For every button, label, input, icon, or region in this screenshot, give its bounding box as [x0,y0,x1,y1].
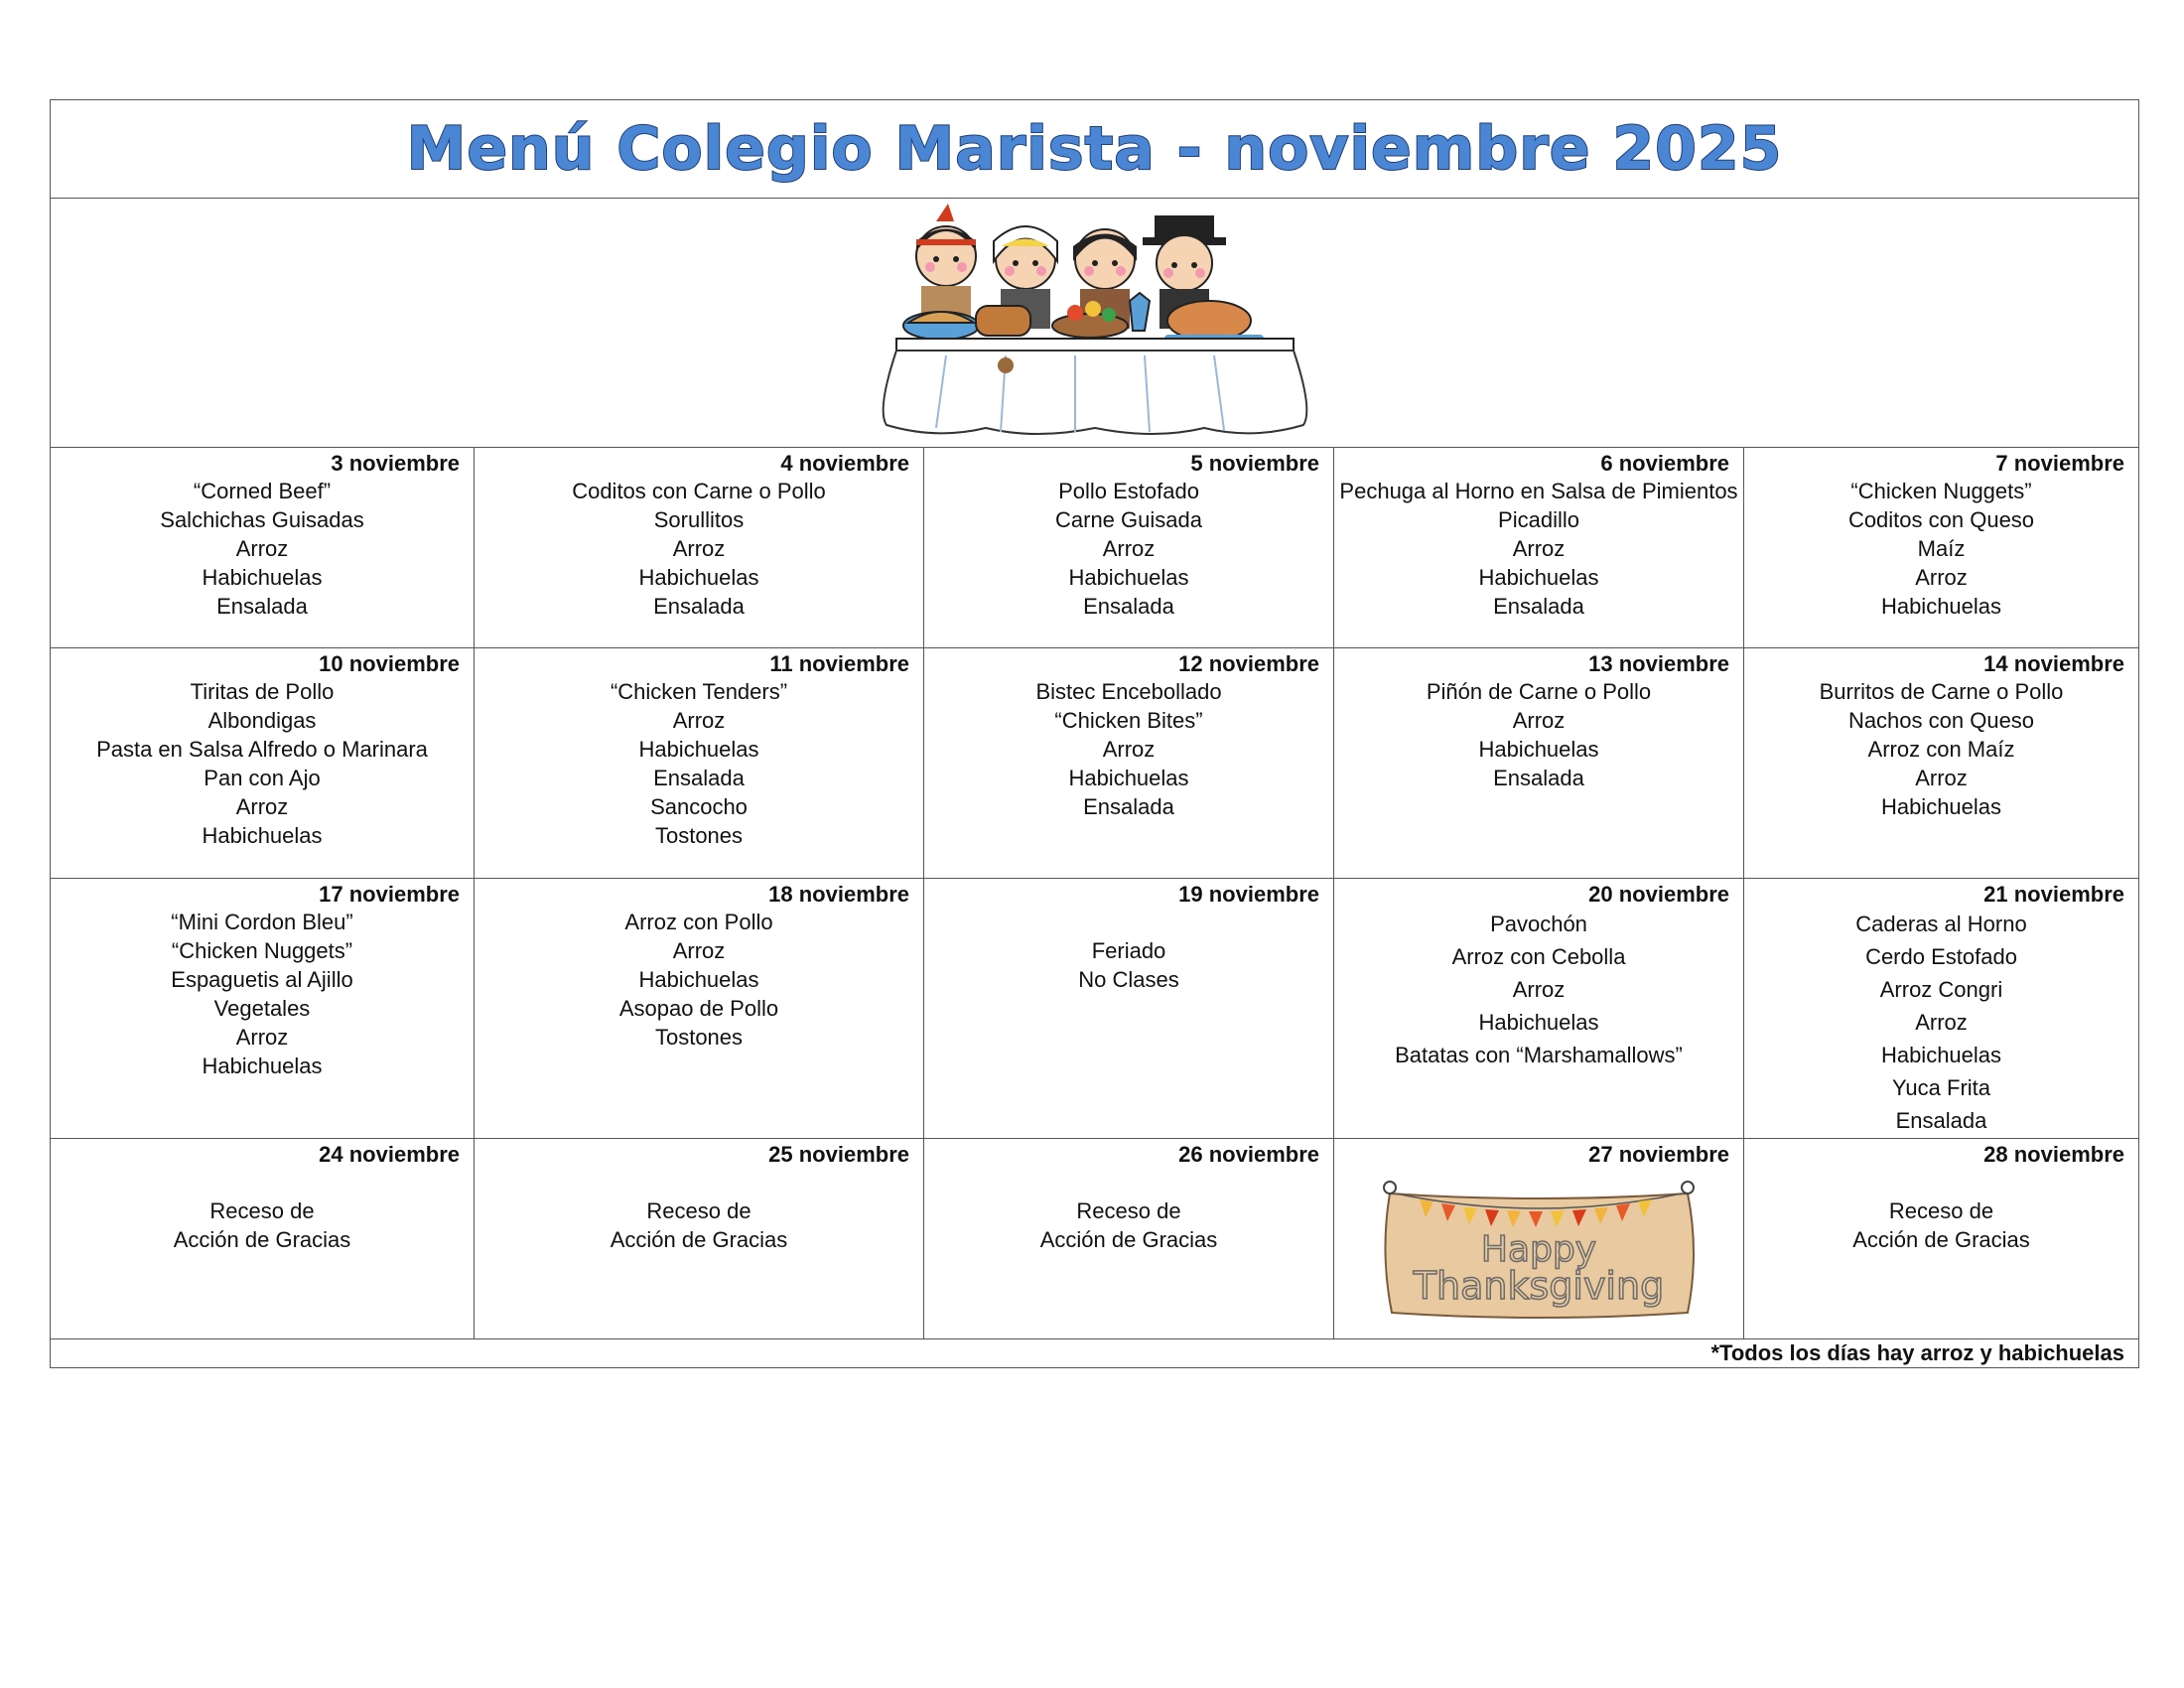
menu-item: Piñón de Carne o Pollo [1426,679,1652,704]
day-cell [1334,879,1744,1139]
menu-item: Habichuelas [638,737,759,762]
menu-item: Arroz [672,536,726,561]
day-date: 6 noviembre [1600,451,1729,476]
menu-item: No Clases [1078,967,1179,992]
footnote: *Todos los días hay arroz y habichuelas [1710,1340,2124,1365]
menu-item: Habichuelas [1068,766,1189,790]
menu-item: “Chicken Nuggets” [1850,479,2032,503]
menu-item: “Chicken Bites” [1054,708,1203,733]
day-cell [51,879,475,1139]
menu-item: Arroz [1512,536,1566,561]
menu-item: Pavochón [1490,912,1587,936]
day-date: 26 noviembre [1178,1142,1319,1167]
menu-item: Carne Guisada [1055,507,1202,532]
menu-item: Receso de [646,1198,751,1223]
menu-item: “Chicken Tenders” [610,679,788,704]
day-cell [475,879,924,1139]
menu-item: Ensalada [1083,594,1174,619]
day-date: 3 noviembre [331,451,460,476]
week-row-1 [51,448,2139,648]
menu-item: “Corned Beef” [193,479,332,503]
menu-item: Arroz [235,536,289,561]
week-row-2 [51,648,2139,879]
menu-item: Arroz [1512,977,1566,1002]
menu-item: Acción de Gracias [610,1227,788,1252]
menu-item: Arroz con Cebolla [1451,944,1626,969]
menu-item: Habichuelas [1880,594,2002,619]
day-cell [924,1139,1334,1339]
day-date: 24 noviembre [319,1142,460,1167]
menu-item: Tostones [654,823,744,848]
day-cell [51,448,475,648]
day-date: 13 noviembre [1588,651,1729,676]
day-menu-items [924,1168,1333,1254]
menu-item: Pollo Estofado [1058,479,1199,503]
day-date: 10 noviembre [319,651,460,676]
day-date: 12 noviembre [1178,651,1319,676]
day-cell [1334,1139,1744,1339]
day-menu-items [1744,908,2138,1137]
day-menu-items [475,1168,923,1254]
menu-item: Habichuelas [638,565,759,590]
day-menu-items [51,1168,474,1254]
day-date: 20 noviembre [1588,882,1729,907]
menu-item: Arroz [1915,565,1968,590]
menu-item: Sancocho [650,794,748,819]
menu-item: Habichuelas [1478,737,1599,762]
day-menu-items [51,908,474,1080]
menu-item: Arroz [672,938,726,963]
menu-item: Pasta en Salsa Alfredo o Marinara [96,737,428,762]
day-menu-items [924,908,1333,994]
menu-item: Acción de Gracias [1039,1227,1218,1252]
day-menu-items [1334,677,1743,792]
menu-item: Pan con Ajo [204,766,321,790]
day-date: 17 noviembre [319,882,460,907]
menu-item: Ensalada [216,594,308,619]
menu-item: Receso de [1888,1198,1994,1223]
menu-item: Ensalada [1493,766,1584,790]
menu-item: Ensalada [653,594,745,619]
menu-item: Acción de Gracias [173,1227,351,1252]
menu-item: Receso de [1076,1198,1181,1223]
menu-calendar [50,99,2139,1368]
menu-item: Habichuelas [202,1054,323,1078]
day-cell [1334,448,1744,648]
menu-item: Habichuelas [202,565,323,590]
menu-item: Yuca Frita [1891,1075,1991,1100]
day-cell [475,448,924,648]
menu-item: Cerdo Estofado [1865,944,2017,969]
day-date: 21 noviembre [1983,882,2124,907]
menu-item: Batatas con “Marshamallows” [1395,1043,1683,1067]
menu-item: Ensalada [653,766,745,790]
day-date: 28 noviembre [1983,1142,2124,1167]
menu-item: Habichuelas [638,967,759,992]
happy-thanksgiving-banner [1334,1168,1743,1328]
day-menu-items [1334,477,1743,621]
menu-item: Arroz [1915,766,1968,790]
menu-item: Arroz [235,794,289,819]
day-menu-items [1744,477,2138,621]
menu-item: Asopao de Pollo [618,996,779,1021]
day-date: 7 noviembre [1995,451,2124,476]
menu-item: Ensalada [1083,794,1174,819]
day-menu-items [924,477,1333,621]
title-cell [51,100,2139,199]
day-cell [1744,448,2139,648]
menu-item: Salchichas Guisadas [160,507,364,532]
menu-item: Acción de Gracias [1852,1227,2030,1252]
day-menu-items [1334,908,1743,1071]
menu-item: Nachos con Queso [1847,708,2035,733]
menu-item: Arroz [1102,737,1156,762]
day-date: 18 noviembre [768,882,909,907]
menu-item: Tiritas de Pollo [190,679,335,704]
day-menu-items [475,677,923,850]
menu-item: Picadillo [1498,507,1579,532]
menu-page [50,99,2138,1368]
menu-item: Arroz Congri [1879,977,2003,1002]
menu-item: Ensalada [1493,594,1584,619]
day-cell [475,648,924,879]
day-cell [924,879,1334,1139]
menu-item: Arroz [672,708,726,733]
day-cell [51,1139,475,1339]
menu-item: Habichuelas [1478,1010,1599,1035]
menu-item: Bistec Encebollado [1035,679,1222,704]
day-menu-items [924,677,1333,821]
menu-item: Arroz [1102,536,1156,561]
day-date: 14 noviembre [1983,651,2124,676]
menu-item: Habichuelas [1880,794,2002,819]
menu-item: Arroz [1512,708,1566,733]
thanksgiving-illustration-cell [51,199,2139,448]
day-cell [1334,648,1744,879]
day-cell [924,648,1334,879]
menu-item: Habichuelas [1068,565,1189,590]
day-date: 19 noviembre [1178,882,1319,907]
day-menu-items [475,477,923,621]
menu-item: Receso de [209,1198,315,1223]
page-title: Menú Colegio Marista - noviembre 2025 [406,114,1783,184]
day-cell [1744,648,2139,879]
day-cell [924,448,1334,648]
day-date: 11 noviembre [769,651,909,676]
menu-item: Habichuelas [202,823,323,848]
menu-item: Arroz con Pollo [624,910,773,934]
day-cell [475,1139,924,1339]
menu-item: Vegetales [213,996,311,1021]
banner-text-happy: Happy [1480,1229,1597,1270]
day-date: 25 noviembre [768,1142,909,1167]
menu-item: Arroz con Maíz [1867,737,2015,762]
week-row-4 [51,1139,2139,1339]
menu-item: Sorullitos [653,507,745,532]
table-with-cloth [883,339,1306,434]
menu-item: Coditos con Queso [1847,507,2035,532]
menu-item: “Mini Cordon Bleu” [171,910,353,934]
banner-illustration [1370,1174,1707,1323]
menu-item: Arroz [1915,1010,1968,1035]
menu-item: Espaguetis al Ajillo [171,967,353,992]
menu-item: Ensalada [1895,1108,1987,1133]
menu-item: Maíz [1917,536,1966,561]
day-date: 4 noviembre [780,451,909,476]
day-cell [51,648,475,879]
day-menu-items [475,908,923,1052]
day-menu-items [51,677,474,850]
banner-text-thanksgiving: Thanksgiving [1413,1264,1665,1308]
day-date: 5 noviembre [1190,451,1319,476]
menu-item: Albondigas [207,708,317,733]
footnote-cell [51,1339,2139,1368]
menu-item: Habichuelas [1880,1043,2002,1067]
week-row-3 [51,879,2139,1139]
day-menu-items [1744,1168,2138,1254]
day-cell [1744,879,2139,1139]
day-menu-items [51,477,474,621]
menu-item: “Chicken Nuggets” [171,938,353,963]
menu-item: Caderas al Horno [1855,912,2027,936]
day-cell [1744,1139,2139,1339]
menu-item: Feriado [1091,938,1166,963]
thanksgiving-table-illustration [877,202,1313,440]
menu-item: Pechuga al Horno en Salsa de Pimientos [1339,479,1738,503]
menu-item: Tostones [654,1025,744,1050]
day-menu-items [1744,677,2138,821]
menu-item: Habichuelas [1478,565,1599,590]
menu-item: Burritos de Carne o Pollo [1819,679,2064,704]
menu-item: Arroz [235,1025,289,1050]
day-date: 27 noviembre [1588,1142,1729,1167]
menu-item: Coditos con Carne o Pollo [572,479,826,503]
